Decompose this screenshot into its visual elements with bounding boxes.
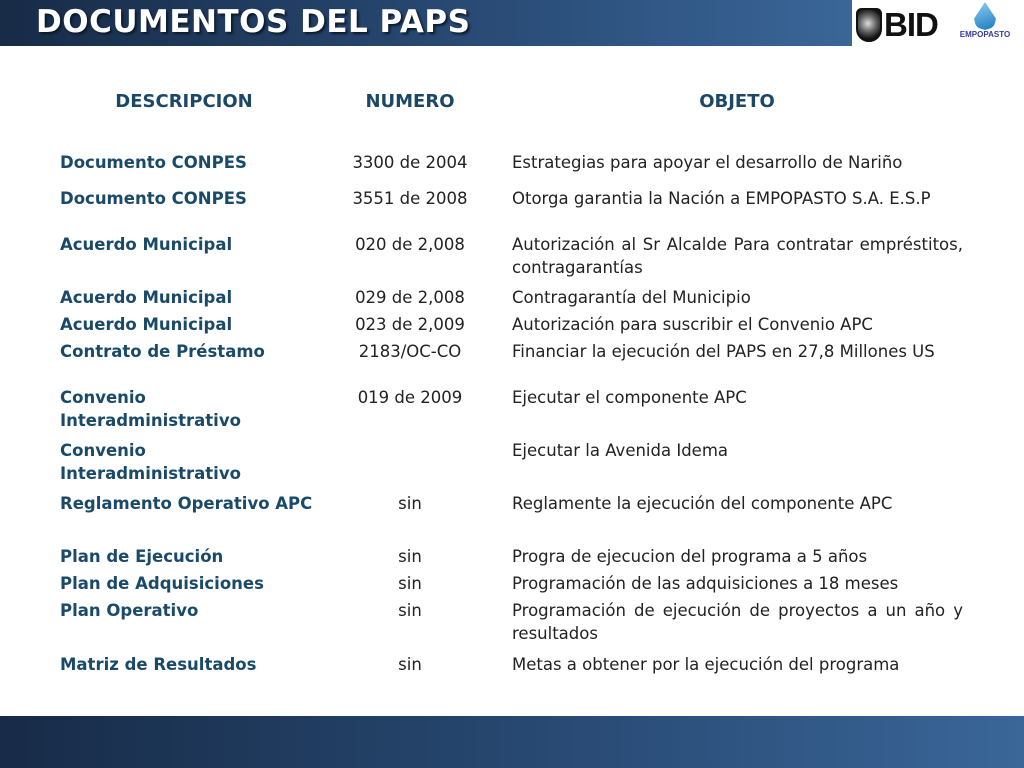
row-numero: sin <box>398 655 422 674</box>
bid-logo-text: BID <box>884 6 938 43</box>
row-numero: 3300 de 2004 <box>352 153 468 172</box>
column-header-numero: NUMERO <box>365 91 455 112</box>
row-objeto: Ejecutar la Avenida Idema <box>512 441 729 460</box>
row-numero: 019 de 2009 <box>357 388 463 407</box>
column-header-descripcion: DESCRIPCION <box>115 91 253 112</box>
row-numero: sin <box>398 547 422 566</box>
row-numero: 029 de 2,008 <box>355 288 465 307</box>
row-numero: sin <box>398 601 422 620</box>
row-descripcion: Acuerdo Municipal <box>60 315 233 334</box>
row-objeto: Contragarantía del Municipio <box>512 288 751 307</box>
title-bar <box>0 0 852 46</box>
row-objeto: Metas a obtener por la ejecución del programa <box>512 655 900 674</box>
row-descripcion: Documento CONPES <box>60 189 247 208</box>
row-descripcion: Plan Operativo <box>60 601 199 620</box>
column-header-objeto: OBJETO <box>699 91 775 112</box>
water-drop-icon <box>974 2 996 30</box>
row-descripcion: Plan de Ejecución <box>60 547 224 566</box>
row-objeto: Programación de ejecución de proyectos a un año y resultados <box>512 601 963 643</box>
logos <box>852 0 1024 50</box>
row-descripcion: Documento CONPES <box>60 153 247 172</box>
row-numero: 2183/OC-CO <box>358 342 462 361</box>
row-objeto: Estrategias para apoyar el desarrollo de Nariño <box>512 153 903 172</box>
row-descripcion: Reglamento Operativo APC <box>60 494 313 513</box>
row-descripcion: Contrato de Préstamo <box>60 342 265 361</box>
row-objeto: Reglamente la ejecución del componente APC <box>512 494 893 513</box>
globe-icon <box>856 8 882 42</box>
row-objeto: Autorización al Sr Alcalde Para contratar empréstitos, contragarantías <box>512 235 963 277</box>
row-numero: 020 de 2,008 <box>355 235 465 254</box>
empopasto-logo-text: EMPOPASTO <box>959 30 1011 39</box>
row-descripcion: Plan de Adquisiciones <box>60 574 264 593</box>
row-descripcion: Matriz de Resultados <box>60 655 257 674</box>
row-objeto: Autorización para suscribir el Convenio APC <box>512 315 873 334</box>
row-objeto: Programación de las adquisiciones a 18 meses <box>512 574 899 593</box>
row-numero: 023 de 2,009 <box>355 315 465 334</box>
row-descripcion: Acuerdo Municipal <box>60 288 233 307</box>
row-objeto: Progra de ejecucion del programa a 5 años <box>512 547 868 566</box>
row-objeto: Otorga garantia la Nación a EMPOPASTO S.A. E.S.P <box>512 189 931 208</box>
row-descripcion: Convenio Interadministrativo <box>60 388 241 430</box>
slide-title: DOCUMENTOS DEL PAPS <box>36 4 471 40</box>
footer-bar <box>0 716 1024 768</box>
row-numero: sin <box>398 574 422 593</box>
row-objeto: Financiar la ejecución del PAPS en 27,8 Millones US <box>512 342 935 361</box>
row-objeto: Ejecutar el componente APC <box>512 388 747 407</box>
empopasto-logo <box>952 2 1018 48</box>
row-descripcion: Acuerdo Municipal <box>60 235 233 254</box>
bid-logo <box>856 6 938 44</box>
row-numero: sin <box>398 494 422 513</box>
row-descripcion: Convenio Interadministrativo <box>60 441 241 483</box>
row-numero: 3551 de 2008 <box>352 189 468 208</box>
